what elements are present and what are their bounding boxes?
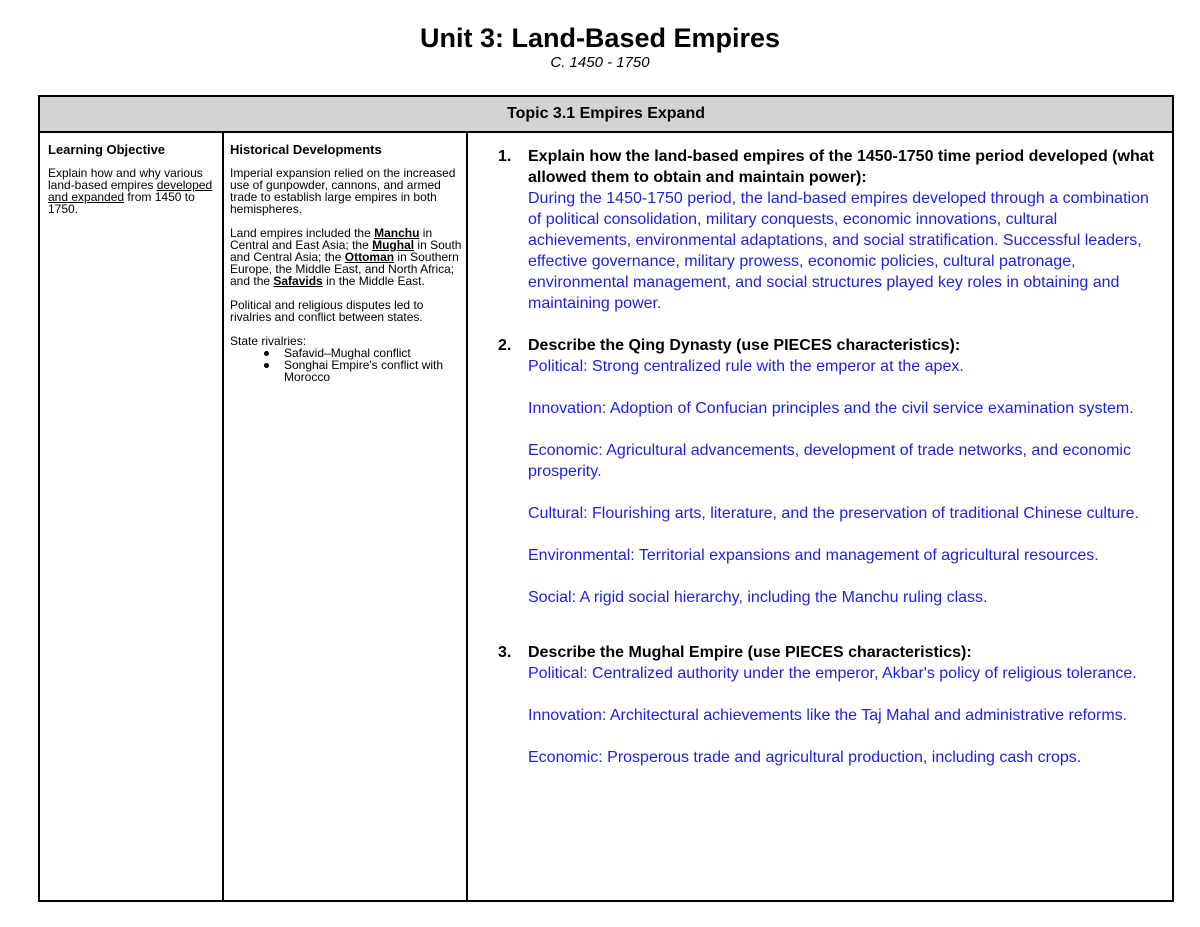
question-text: Describe the Qing Dynasty (use PIECES characteristics): <box>528 337 961 354</box>
question-number: 3. <box>498 644 512 661</box>
learning-objective-text-part: Explain how and why various land-based empires <box>48 166 203 192</box>
answer-political: Political: Centralized authority under the emperor, Akbar's policy of religious tolerance. <box>528 665 1137 682</box>
hd-text: in South and Central Asia; the <box>230 238 462 264</box>
hd-paragraph-2 <box>230 227 462 287</box>
answer-social: Social: A rigid social hierarchy, including the Manchu ruling class. <box>528 589 988 606</box>
learning-objective-column <box>48 142 220 215</box>
answer-political: Political: Strong centralized rule with the emperor at the apex. <box>528 358 964 375</box>
question-number: 2. <box>498 337 512 354</box>
question-1 <box>498 146 1164 314</box>
column-divider <box>222 133 224 900</box>
learning-objective-underlined: developed and expanded <box>48 178 213 204</box>
empire-manchu: Manchu <box>374 226 420 240</box>
state-rivalries-list <box>230 347 462 383</box>
hd-text: in Central and East Asia; the <box>230 226 433 252</box>
hd-text: Land empires included the <box>230 226 375 240</box>
topic-header: Topic 3.1 Empires Expand <box>40 97 1172 133</box>
hd-paragraph-1: Imperial expansion relied on the increased use of gunpowder, cannons, and armed trade to establish large empires in both hemispheres. <box>230 166 456 216</box>
question-text: Explain how the land-based empires of the 1450-1750 time period developed (what allowed them to obtain and maintain power): <box>528 148 1154 186</box>
answer-economic: Economic: Prosperous trade and agricultural production, including cash crops. <box>528 749 1082 766</box>
questions-column <box>498 146 1164 768</box>
answer-text: During the 1450-1750 period, the land-based empires developed through a combination of political consolidation, military conquests, economic innovations, cultural achievements, environmental adaptations, and social stratification. Successful leaders, effective governance, military prowess, economic policies, cultural patronage, environmental management, and social structures played key roles in obtaining and maintaining power. <box>528 190 1149 312</box>
hd-text: in Southern Europe, the Middle East, and North Africa; and the <box>230 250 459 288</box>
column-divider <box>466 133 468 900</box>
learning-objective-header: Learning Objective <box>48 142 166 157</box>
historical-developments-header: Historical Developments <box>230 142 382 157</box>
topic-table <box>38 95 1174 902</box>
historical-developments-column <box>230 142 462 383</box>
question-3 <box>498 642 1164 768</box>
learning-objective-text-part: from 1450 to 1750. <box>48 190 195 216</box>
hd-paragraph-3: Political and religious disputes led to rivalries and conflict between states. <box>230 298 424 324</box>
empire-ottoman: Ottoman <box>344 250 395 264</box>
question-number: 1. <box>498 148 512 165</box>
question-2 <box>498 335 1164 608</box>
question-text: Describe the Mughal Empire (use PIECES characteristics): <box>528 644 972 661</box>
empire-safavids: Safavids <box>273 274 323 288</box>
list-item: Songhai Empire's conflict with Morocco <box>264 359 462 383</box>
answer-cultural: Cultural: Flourishing arts, literature, and the preservation of traditional Chinese culture. <box>528 505 1139 522</box>
answer-economic: Economic: Agricultural advancements, development of trade networks, and economic prosperity. <box>528 442 1131 480</box>
hd-paragraph-4: State rivalries: <box>230 334 307 348</box>
list-item: Safavid–Mughal conflict <box>264 347 462 359</box>
answer-environmental: Environmental: Territorial expansions and management of agricultural resources. <box>528 547 1099 564</box>
answer-innovation: Innovation: Adoption of Confucian principles and the civil service examination system. <box>528 400 1134 417</box>
learning-objective-text <box>48 167 220 215</box>
document-subtitle: C. 1450 - 1750 <box>550 54 650 71</box>
hd-text: in the Middle East. <box>322 274 425 288</box>
empire-mughal: Mughal <box>372 238 415 252</box>
answer-innovation: Innovation: Architectural achievements like the Taj Mahal and administrative reforms. <box>528 707 1128 724</box>
document-title: Unit 3: Land-Based Empires <box>419 23 781 53</box>
